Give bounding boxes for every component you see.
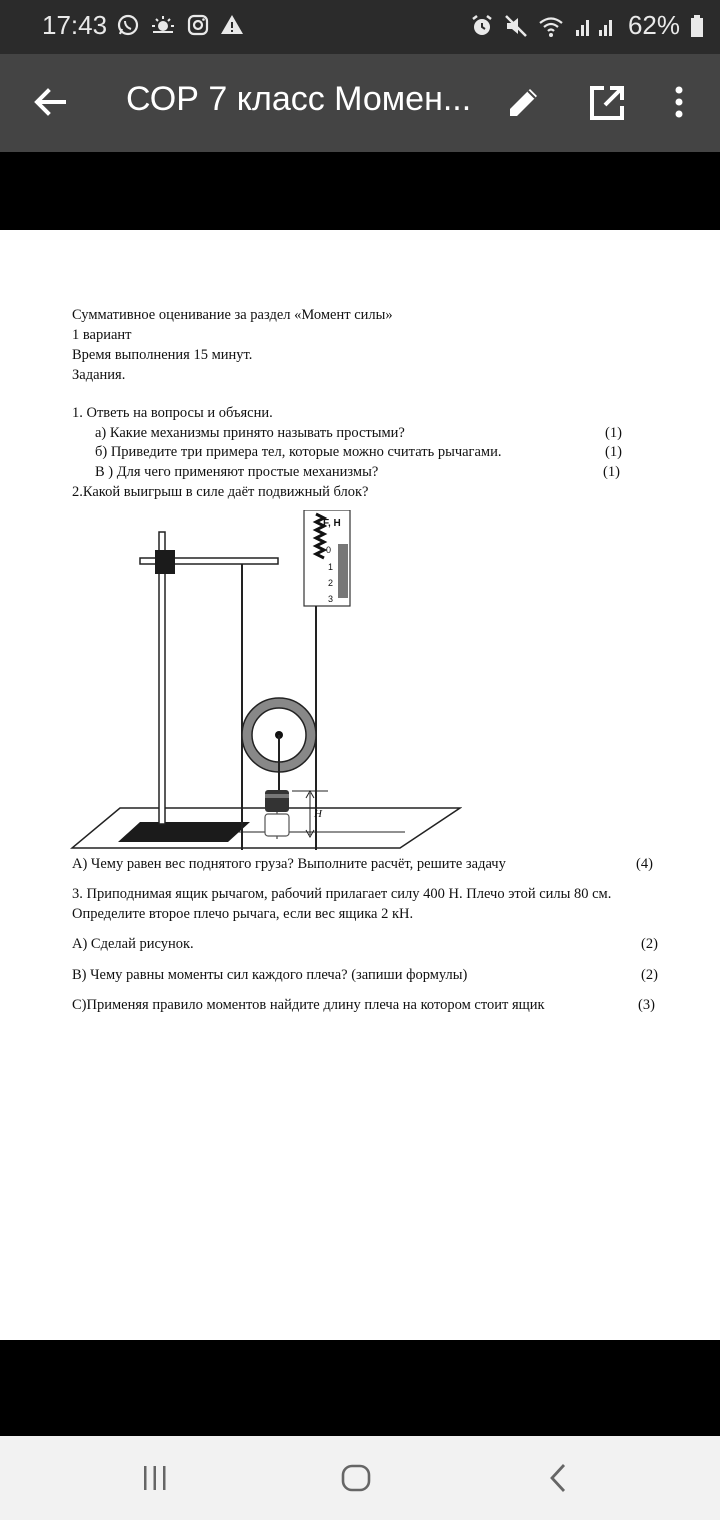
question-1-item: а) Какие механизмы принято называть простыми? (95, 425, 405, 441)
ghost-weight (265, 814, 289, 836)
whatsapp-icon (116, 13, 140, 37)
pulley-figure (70, 510, 462, 850)
points: (2) (641, 967, 658, 983)
scale-tick: 3 (328, 594, 334, 604)
battery-icon (690, 14, 704, 38)
notification-icons (116, 13, 244, 37)
doc-header-line: Суммативное оценивание за раздел «Момент силы» (72, 307, 393, 323)
signal-icon (574, 14, 618, 38)
doc-header-line: Задания. (72, 367, 126, 383)
question-3-item: А) Сделай рисунок. (72, 936, 194, 952)
scale-tick: 2 (328, 578, 334, 588)
scale-bar (338, 544, 348, 598)
wifi-icon (538, 14, 564, 38)
battery-percent: 62% (627, 10, 680, 40)
question-3-item: В) Чему равны моменты сил каждого плеча? (запиши формулы) (72, 967, 468, 983)
points: (2) (641, 936, 658, 952)
scale-label: F, Н (323, 518, 341, 529)
stand-clamp (155, 550, 175, 574)
status-time: 17:43 (42, 10, 108, 40)
raised-weight-band (265, 794, 289, 798)
stand-base (118, 822, 250, 842)
nav-back-icon[interactable] (546, 1462, 570, 1494)
weather-icon (150, 13, 176, 37)
scale-tick: 1 (328, 562, 334, 572)
doc-header-line: 1 вариант (72, 327, 132, 343)
points: (1) (603, 464, 620, 480)
question-3-item: С)Применяя правило моментов найдите длину плеча на котором стоит ящик (72, 997, 545, 1013)
system-icons (470, 10, 704, 41)
question-1-item: В ) Для чего применяют простые механизмы? (95, 464, 379, 480)
question-2: 2.Какой выигрыш в силе даёт подвижный блок? (72, 484, 369, 500)
height-label: H (314, 808, 322, 820)
stand-rod (159, 532, 165, 824)
open-external-icon[interactable] (588, 84, 626, 122)
document-page (0, 230, 720, 1340)
document-title: СОР 7 класс Момен... (126, 80, 472, 118)
question-1-item: б) Приведите три примера тел, которые можно считать рычагами. (95, 444, 502, 460)
points: (1) (605, 444, 622, 460)
navigation-bar (0, 1436, 720, 1520)
question-1: 1. Ответь на вопросы и объясни. (72, 405, 273, 421)
back-arrow-icon[interactable] (30, 82, 70, 122)
more-vert-icon[interactable] (664, 82, 694, 122)
home-icon[interactable] (340, 1463, 372, 1493)
raised-weight (265, 790, 289, 812)
question-3-line: Определите второе плечо рычага, если вес ящика 2 кН. (72, 906, 414, 922)
warning-icon (220, 13, 244, 37)
points: (4) (636, 856, 653, 872)
recent-apps-icon[interactable] (140, 1464, 170, 1492)
scale-tick: 0 (326, 545, 332, 555)
edit-pencil-icon[interactable] (504, 82, 544, 122)
app-bar (0, 54, 720, 152)
mute-icon (504, 14, 528, 38)
alarm-icon (470, 14, 494, 38)
status-bar (0, 0, 720, 54)
doc-header-line: Время выполнения 15 минут. (72, 347, 253, 363)
question-2-a: А) Чему равен вес поднятого груза? Выполните расчёт, решите задачу (72, 856, 506, 872)
instagram-icon (186, 13, 210, 37)
points: (3) (638, 997, 655, 1013)
question-3-line: 3. Приподнимая ящик рычагом, рабочий прилагает силу 400 Н. Плечо этой силы 80 см. (72, 886, 612, 902)
points: (1) (605, 425, 622, 441)
